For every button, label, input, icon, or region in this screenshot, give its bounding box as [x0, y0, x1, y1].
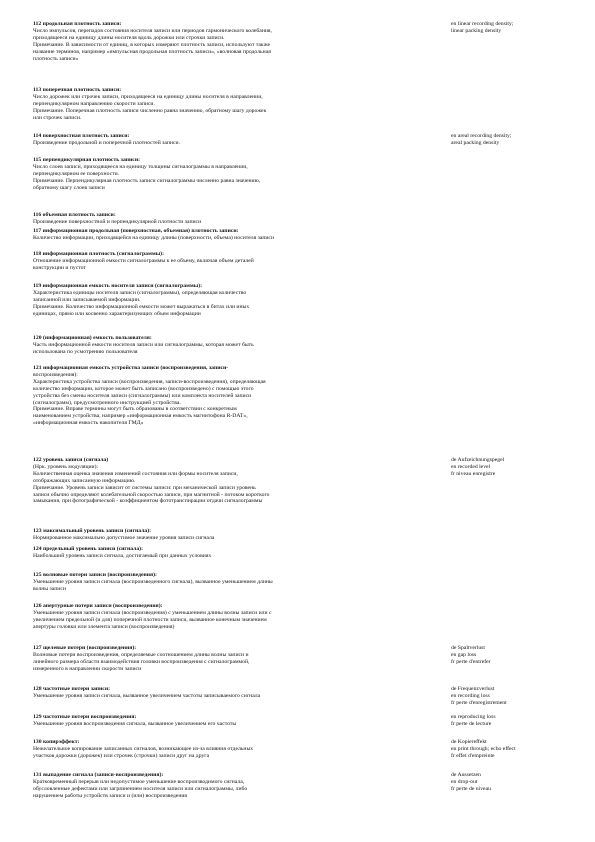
definition-line: количество информации, которое может быть записано (воспроизведено) с помощью этого	[33, 385, 254, 392]
term-title: 120 (информационная) емкость пользователя:	[33, 335, 152, 341]
term-title: 124 предельный уровень записи (сигнала):	[33, 546, 143, 552]
term-definition	[33, 739, 411, 760]
definition-line: Примечание. Количество информационной емкости может выражаться в битах или иных	[33, 303, 250, 310]
term-title: 116 объемная плотность записи:	[33, 212, 116, 218]
term-entry	[33, 714, 553, 728]
foreign-equivalents	[451, 686, 595, 707]
term-definition	[33, 133, 411, 147]
term-definition	[33, 212, 411, 226]
term-title: 122 уровень записи (сигнала)	[33, 457, 109, 463]
foreign-equivalent: de Aufzeichnungspegel	[451, 457, 505, 463]
term-entry	[33, 21, 553, 62]
definition-line: Уменьшение уровня записи сигнала (воспроизведенного сигнала), вызванное уменьшением длины	[33, 578, 273, 585]
definition-line: «информационная емкость накопителя ГМД»	[33, 420, 144, 427]
term-title: 130 копирэффект:	[33, 739, 80, 745]
term-title: 126 апертурные потери записи (воспроизведения):	[33, 603, 163, 609]
term-title: 117 информационная продольная (поверхностная, объемная) плотность записи:	[33, 228, 239, 234]
term-definition	[33, 714, 411, 728]
definition-line: Отношение информационной емкости сигналограммы к ее объему, включая объем деталей	[33, 257, 254, 264]
definition-line: Уменьшение уровня воспроизведения сигнала, вызванное увеличением его частоты	[33, 720, 237, 727]
term-definition	[33, 603, 411, 631]
definition-line: название терминов, например «импульсная продольная плотность записи», «волновая продольная	[33, 48, 271, 55]
foreign-equivalent: areal packing density	[451, 139, 500, 146]
foreign-equivalents	[451, 133, 595, 147]
term-definition	[33, 528, 411, 542]
definition-line: Количество информации, приходящейся на единицу длины (поверхности, объема) носителя записи	[33, 234, 275, 241]
foreign-equivalents	[451, 457, 595, 478]
definition-line: наименованием устройства, например «информационная емкость магнитофона R-DAT»,	[33, 413, 248, 420]
definition-line: Примечание. В зависимости от единиц, в которых измеряют плотность записи, используют также	[33, 41, 271, 48]
definition-line: или строчек записи.	[33, 114, 82, 121]
term-entry	[33, 365, 553, 427]
definition-line: обусловленные дефектами или загрязнением носителя записи или сигналограммы, либо	[33, 785, 248, 792]
term-definition	[33, 251, 411, 272]
term-title: 114 поверхностная плотность записи:	[33, 133, 130, 139]
foreign-equivalent: en print through; echo effect	[451, 745, 516, 752]
definition-line: Примечание. Поперечная плотность записи численно равна значению, обратному шагу дорожек	[33, 107, 267, 114]
term-definition	[33, 335, 411, 356]
definition-line: (Нрк. уровень модуляции):	[33, 463, 99, 470]
term-definition	[33, 21, 411, 62]
term-entry	[33, 686, 553, 706]
term-definition	[33, 645, 411, 673]
term-definition	[33, 228, 411, 242]
definition-line: увеличением предельной (и для) поперечной плотности записи, вызванное конечным значением	[33, 616, 267, 623]
term-title: 129 частотные потери воспроизведения:	[33, 714, 137, 720]
definition-line: воспроизведения):	[33, 371, 78, 378]
foreign-equivalent: de Aussetzen	[451, 772, 481, 778]
term-entry	[33, 228, 553, 242]
definition-line: Волновые потери воспроизведения, определяемые соотношением длины волны записи и	[33, 651, 249, 658]
definition-line: перпендикулярном ее поверхности.	[33, 170, 120, 177]
term-entry	[33, 572, 553, 593]
definition-line: участков дорожки (дорожек) или строчек (строчки) записи друг на друга	[33, 752, 210, 759]
foreign-equivalent: fr perte de lecture	[451, 720, 492, 727]
definition-line: линейного размера области взаимодействия головки воспроизведения с сигналограммой,	[33, 658, 250, 665]
definition-line: Число слоев записи, приходящееся на единицу толщины сигналограммы в направлении,	[33, 163, 248, 170]
term-title: 123 максимальный уровень записи (сигнала):	[33, 528, 152, 534]
term-title: 115 перпендикулярная плотность записи:	[33, 157, 140, 163]
foreign-equivalents	[451, 714, 595, 728]
definition-line: Нежелательное копирование записанных сигналов, возникающее из-за влияния отдельных	[33, 745, 254, 752]
definition-line: Нормированное максимально допустимое значение уровня записи сигнала	[33, 534, 215, 541]
foreign-equivalents	[451, 21, 595, 35]
definition-line: (сигналограмм), предусмотренного инструкцией устройства.	[33, 399, 181, 406]
term-title: 119 информационная емкость носителя записи (сигналограммы):	[33, 283, 203, 289]
term-definition	[33, 365, 411, 427]
definition-line: Кратковременный перерыв или недопустимое уменьшение воспроизводимого сигнала,	[33, 778, 245, 785]
definition-line: Уменьшение уровня записи сигнала, вызванное увеличением частоты записываемого сигнала	[33, 692, 261, 699]
definition-line: Количественная оценка значения изменений состояния или формы носителя записи,	[33, 470, 238, 477]
definition-line: Произведение поверхностной и перпендикулярной плотности записи	[33, 218, 202, 225]
foreign-equivalent: fr niveau enregistre	[451, 470, 496, 477]
term-title: 127 щелевые потери (воспроизведения):	[33, 645, 137, 651]
definition-line: Характеристика единицы носителя записи (сигналограммы), определяющая количество	[33, 289, 247, 296]
term-definition	[33, 87, 411, 122]
foreign-equivalent: de Frequenzverlust	[451, 686, 495, 692]
foreign-equivalent: fr perte d'enregistrement	[451, 699, 507, 706]
term-entry	[33, 546, 553, 560]
term-definition	[33, 772, 411, 800]
definition-line: перпендикулярном направлению скорости записи.	[33, 100, 155, 107]
definition-line: апертуры головки или элемента записи (воспроизведения)	[33, 623, 175, 630]
definition-line: конструкции и пустот	[33, 264, 86, 271]
foreign-equivalent: en areal recording density;	[451, 133, 512, 139]
foreign-equivalent: de Spaltverlust	[451, 645, 485, 651]
term-definition	[33, 686, 411, 700]
term-entry	[33, 739, 553, 760]
foreign-equivalents	[451, 645, 595, 666]
term-title: 125 волновые потери записи (воспроизведения):	[33, 572, 157, 578]
term-title: 128 частотные потери записи:	[33, 686, 111, 692]
definition-line: отображающих записанную информацию.	[33, 477, 136, 484]
term-entry	[33, 212, 553, 226]
foreign-equivalent: fr perte de niveau	[451, 785, 491, 792]
definition-line: Число импульсов, перепадов состояния носителя записи или периодов гармонического колебания,	[33, 27, 272, 34]
foreign-equivalent: en drop-out	[451, 778, 478, 785]
foreign-equivalents	[451, 739, 595, 760]
term-definition	[33, 457, 411, 505]
definition-line: единицах, прямо или косвенно характеризующих объем информации	[33, 310, 201, 317]
term-title: 131 выпадение сигнала (записи-воспроизведения):	[33, 772, 164, 778]
term-definition	[33, 283, 411, 318]
definition-line: Примечание. Вправе термины могут быть образованы в соответствии с конкретным	[33, 406, 237, 413]
term-entry	[33, 283, 553, 318]
foreign-equivalent: en recording loss	[451, 692, 490, 699]
definition-line: Уменьшение уровня записи сигнала (воспроизведения) с уменьшением длины волны записи или с	[33, 609, 272, 616]
term-title: 112 продольная плотность записи:	[33, 21, 122, 27]
foreign-equivalent: de Kopiereffekt	[451, 739, 487, 745]
definition-line: использована по усмотрению пользователя	[33, 348, 138, 355]
foreign-equivalent: linear packing density	[451, 27, 502, 34]
foreign-equivalent: en linear recording density;	[451, 21, 514, 27]
term-title: 118 информационная плотность (сигналограммы):	[33, 251, 164, 257]
definition-line: измеренного в направлении скорости записи	[33, 665, 142, 672]
definition-line: приходящееся на единицу длины носителя вдоль дорожки или строчки записи.	[33, 34, 225, 41]
definition-line: Число дорожек или строчек записи, приходящееся на единицу длины носителя в направлении,	[33, 93, 263, 100]
term-definition	[33, 546, 411, 560]
definition-line: устройства без смены носителя записи (сигналограммы) или комплекта носителей записи	[33, 392, 252, 399]
term-entry	[33, 157, 553, 192]
foreign-equivalents	[451, 772, 595, 793]
definition-line: Часть информационной емкости носителя записи или сигналограммы, которая может быть	[33, 341, 254, 348]
definition-line: Произведение продольной и поперечной плотностей записи.	[33, 139, 180, 146]
foreign-equivalent: fr effet d'empreinte	[451, 752, 495, 759]
term-definition	[33, 157, 411, 192]
definition-line: записанной или записываемой информации.	[33, 296, 141, 303]
term-title: 121 информационная емкость устройства записи (воспроизведения, записи-	[33, 365, 229, 371]
definition-line: записи обычно определяют колебательной скоростью записи, при магнитной - потоком короткого	[33, 491, 270, 498]
term-entry	[33, 133, 553, 147]
foreign-equivalent: en gap loss	[451, 651, 477, 658]
definition-line: волны записи	[33, 585, 66, 592]
term-entry	[33, 87, 553, 122]
definition-line: нарушением работы устройств записи и (или) воспроизведения	[33, 792, 188, 799]
term-entry	[33, 645, 553, 673]
term-entry	[33, 603, 553, 631]
definition-line: Характеристика устройства записи (воспроизведения, записи-воспроизведения), определяющая	[33, 378, 266, 385]
definition-line: плотность записи»	[33, 55, 79, 62]
term-entry	[33, 251, 553, 272]
definition-line: Примечание. Перпендикулярная плотность записи сигналограммы численно равна значению,	[33, 177, 261, 184]
foreign-equivalent: en reproducing loss	[451, 714, 496, 720]
term-entry	[33, 335, 553, 356]
definition-line: замыкания, при фотографической - коэффициентом фототранспирации отдачи сигналограммы	[33, 498, 263, 505]
term-entry	[33, 528, 553, 542]
term-entry	[33, 457, 553, 505]
foreign-equivalent: fr perte d'entrefer	[451, 658, 491, 665]
term-entry	[33, 772, 553, 800]
term-title: 113 поперечная плотность записи:	[33, 87, 122, 93]
definition-line: Примечание. Уровень записи зависит от системы записи: при механической записи уровень	[33, 484, 256, 491]
term-definition	[33, 572, 411, 593]
definition-line: Наибольший уровень записи сигнала, достигаемый при данных условиях	[33, 552, 212, 559]
foreign-equivalent: en recorded level	[451, 463, 491, 470]
definition-line: обратному шагу слоев записи	[33, 184, 105, 191]
